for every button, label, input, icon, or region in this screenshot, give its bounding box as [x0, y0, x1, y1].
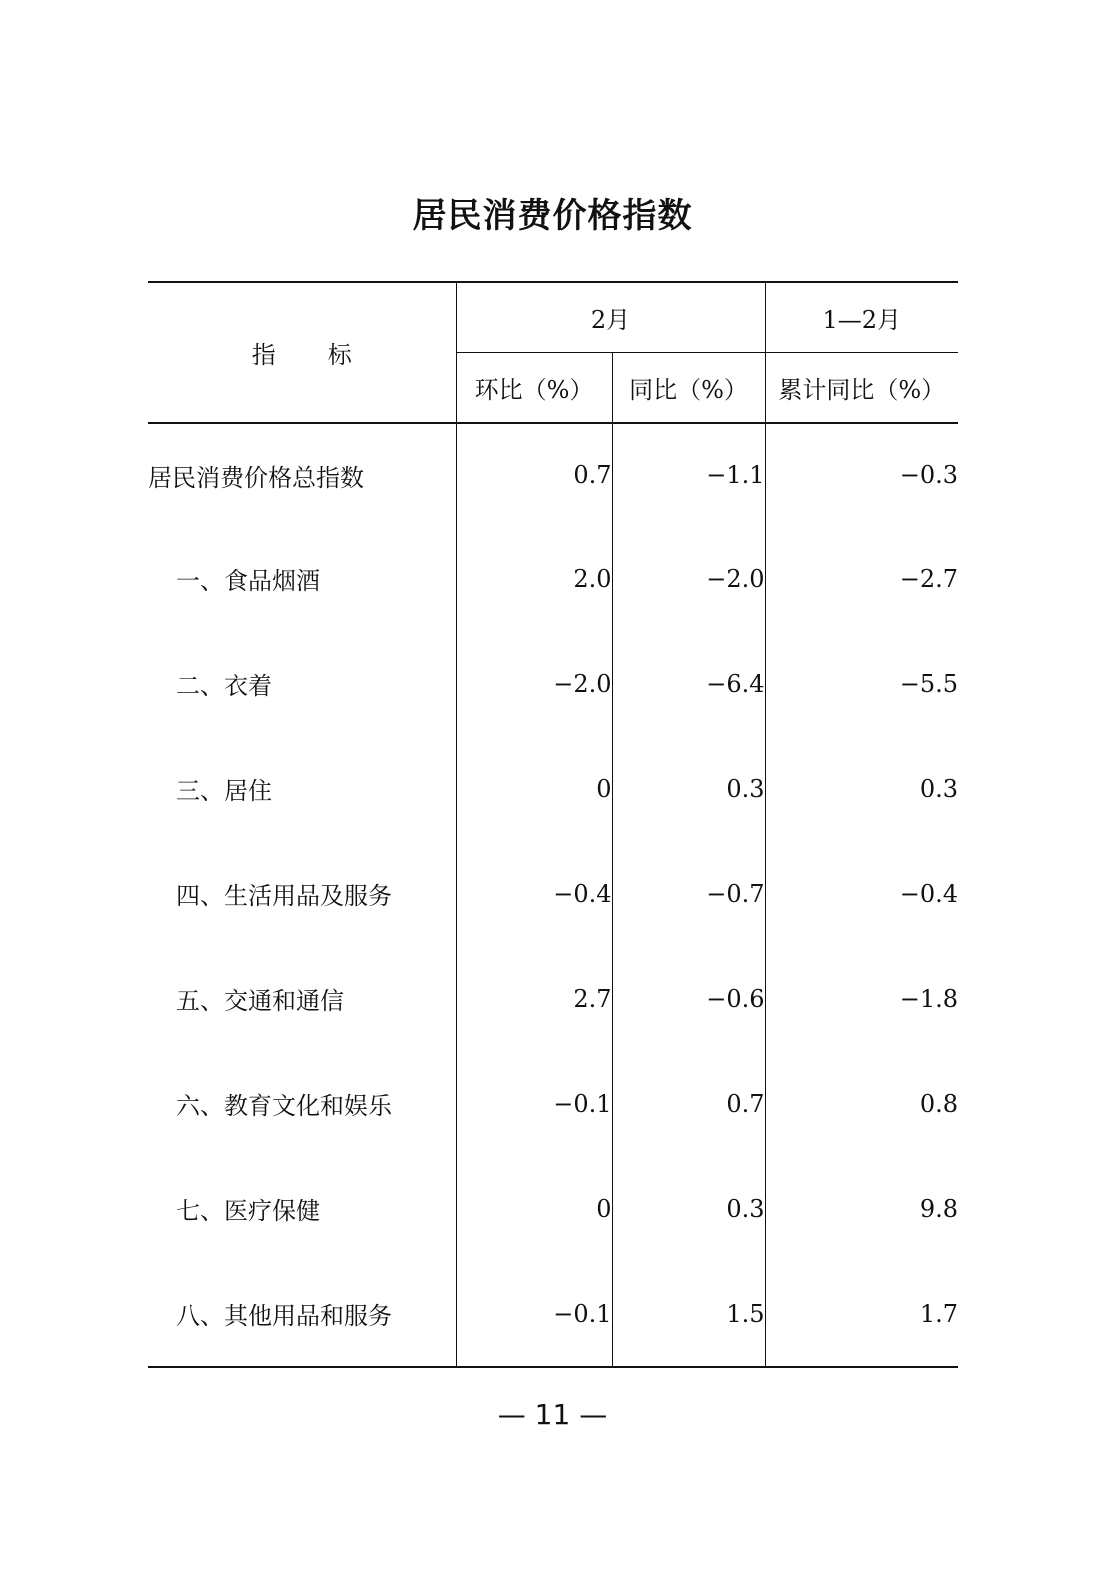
table-row — [148, 423, 958, 526]
table-row — [148, 526, 958, 631]
cell-mom: −0.1 — [456, 1051, 612, 1156]
table-row — [148, 631, 958, 736]
header-row-1 — [148, 282, 958, 353]
cell-yoy: 0.7 — [612, 1051, 765, 1156]
cell-cum-yoy: −2.7 — [765, 526, 958, 631]
row-name: 三、居住 — [176, 777, 272, 805]
cell-cum-yoy: −0.3 — [765, 423, 958, 526]
table-body — [148, 423, 958, 1367]
cell-mom: −0.1 — [456, 1261, 612, 1367]
table-header — [148, 282, 958, 423]
cpi-table — [148, 281, 958, 1368]
cumulative-group-header: 1—2月 — [765, 282, 958, 353]
table-row — [148, 736, 958, 841]
row-name: 八、其他用品和服务 — [148, 1261, 456, 1367]
cell-yoy: 0.3 — [612, 736, 765, 841]
cell-yoy: −2.0 — [612, 526, 765, 631]
cell-yoy: −0.7 — [612, 841, 765, 946]
indicator-header-char-2: 标 — [327, 341, 352, 369]
col-header-yoy: 同比（%） — [612, 353, 765, 424]
cell-cum-yoy: 1.7 — [765, 1261, 958, 1367]
page-title: 居民消费价格指数 — [412, 196, 693, 236]
cell-mom: 2.0 — [456, 526, 612, 631]
cell-yoy: 1.5 — [612, 1261, 765, 1367]
table-row — [148, 946, 958, 1051]
row-name: 居民消费价格总指数 — [148, 463, 364, 492]
row-name: 二、衣着 — [176, 672, 272, 700]
month-group-header: 2月 — [456, 282, 765, 353]
cell-yoy: 0.3 — [612, 1156, 765, 1261]
row-name: 六、教育文化和娱乐 — [176, 1092, 392, 1120]
row-name: 七、医疗保健 — [176, 1197, 320, 1225]
cell-mom: 0 — [456, 1156, 612, 1261]
cell-cum-yoy: −5.5 — [765, 631, 958, 736]
table-row — [148, 1156, 958, 1261]
cell-mom: 0 — [456, 736, 612, 841]
indicator-header — [148, 282, 456, 423]
cell-mom: 2.7 — [456, 946, 612, 1051]
table-row — [148, 841, 958, 946]
cell-yoy: −0.6 — [612, 946, 765, 1051]
cell-yoy: −1.1 — [612, 423, 765, 526]
row-name: 五、交通和通信 — [176, 987, 344, 1015]
table-row — [148, 1051, 958, 1156]
cell-cum-yoy: 0.8 — [765, 1051, 958, 1156]
cell-mom: −2.0 — [456, 631, 612, 736]
table-row — [148, 1261, 958, 1367]
col-header-mom: 环比（%） — [456, 353, 612, 424]
cell-mom: −0.4 — [456, 841, 612, 946]
row-name: 一、食品烟酒 — [176, 567, 320, 595]
page-number: — 11 — — [497, 1398, 608, 1431]
cell-cum-yoy: 9.8 — [765, 1156, 958, 1261]
col-header-cum-yoy: 累计同比（%） — [765, 353, 958, 424]
cell-cum-yoy: −0.4 — [765, 841, 958, 946]
cell-cum-yoy: 0.3 — [765, 736, 958, 841]
cell-cum-yoy: −1.8 — [765, 946, 958, 1051]
cell-mom: 0.7 — [456, 423, 612, 526]
row-name: 四、生活用品及服务 — [176, 882, 392, 910]
cell-yoy: −6.4 — [612, 631, 765, 736]
indicator-header-char-1: 指 — [251, 341, 276, 369]
